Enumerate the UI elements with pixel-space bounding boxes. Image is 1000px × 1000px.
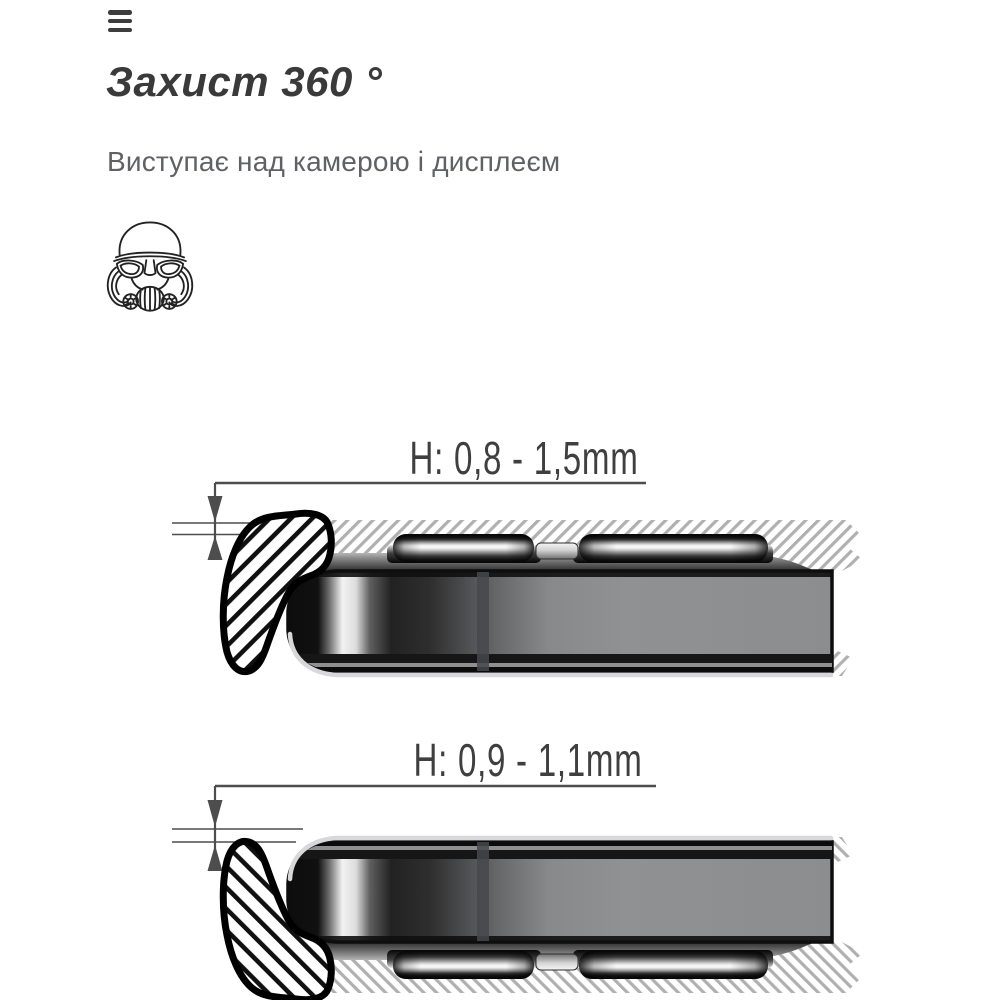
dimension-arrow-up xyxy=(208,845,223,871)
phone-bottom-band xyxy=(286,663,834,667)
menu-bar xyxy=(108,19,132,24)
camera-lens-shading xyxy=(579,534,768,562)
protection-diagrams xyxy=(0,420,1000,1000)
page-subtitle: Виступає над камерою і дисплеєм xyxy=(107,146,561,177)
phone-case-render-camera-side xyxy=(223,513,863,676)
helmet-right-eye-lens xyxy=(161,263,179,274)
stormtrooper-helmet-icon xyxy=(104,216,196,319)
edge-hatch xyxy=(831,648,853,676)
antenna-line xyxy=(477,572,489,671)
dimension-arrow-down xyxy=(208,800,223,827)
helmet-dome xyxy=(119,222,180,254)
flash-module xyxy=(536,543,578,559)
dimension-label-display: H: 0,9 - 1,1mm xyxy=(413,735,643,787)
menu-bar xyxy=(108,28,132,33)
camera-lens-shading xyxy=(393,534,534,562)
dimension-arrow-down xyxy=(208,496,223,522)
page-title: Захист 360 ° xyxy=(106,58,383,105)
phone-case-render-display-side xyxy=(223,837,863,1000)
menu-bar xyxy=(108,10,132,15)
helmet-nose xyxy=(144,260,155,275)
hamburger-menu-icon[interactable] xyxy=(108,10,132,36)
dimension-label-camera: H: 0,8 - 1,5mm xyxy=(409,433,639,485)
phone-top-edge xyxy=(286,571,834,577)
dimension-arrow-up xyxy=(208,536,223,560)
helmet-vocoder-ribs xyxy=(140,287,160,311)
helmet-left-eye-lens xyxy=(121,263,139,274)
phone-bottom-band xyxy=(286,654,834,663)
